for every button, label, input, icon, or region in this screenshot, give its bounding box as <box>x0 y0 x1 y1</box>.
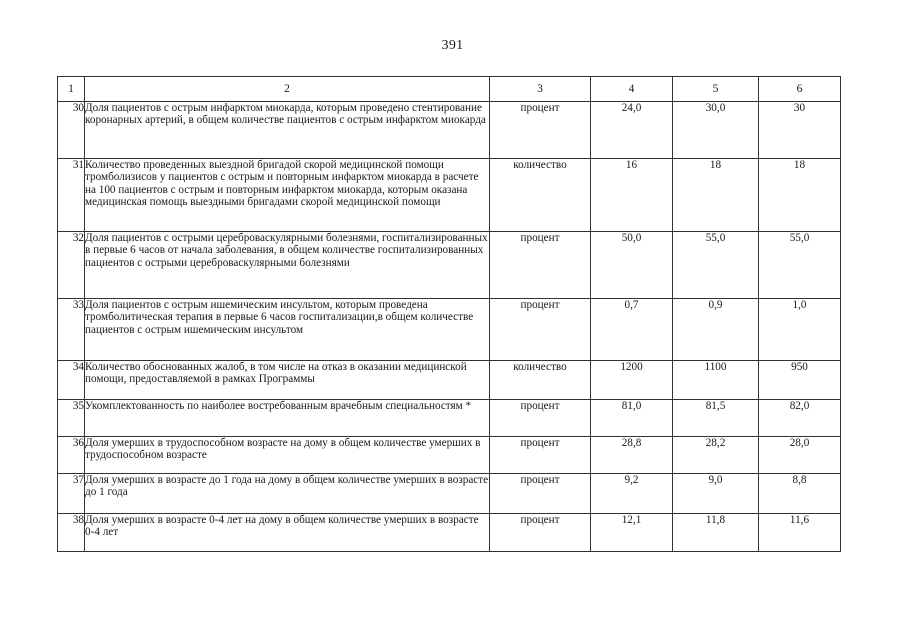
page-number: 391 <box>441 38 464 53</box>
value-col-6: 1,0 <box>759 299 841 361</box>
column-header-4: 4 <box>591 77 673 102</box>
unit-of-measure: количество <box>490 361 591 400</box>
value-col-5: 55,0 <box>673 232 759 299</box>
value-col-6: 11,6 <box>759 514 841 552</box>
column-header-3: 3 <box>490 77 591 102</box>
unit-of-measure: процент <box>490 437 591 474</box>
row-number: 31 <box>58 159 85 232</box>
value-col-5: 28,2 <box>673 437 759 474</box>
table-row <box>58 514 841 552</box>
indicator-name: Укомплектованность по наиболее востребованным врачебным специальностям * <box>85 400 490 437</box>
unit-of-measure: процент <box>490 299 591 361</box>
indicators-table <box>57 76 841 552</box>
value-col-4: 81,0 <box>591 400 673 437</box>
unit-of-measure: процент <box>490 232 591 299</box>
row-number: 38 <box>58 514 85 552</box>
indicator-name: Доля умерших в возрасте до 1 года на дому в общем количестве умерших в возрасте до 1 года <box>85 474 490 514</box>
indicator-name: Количество проведенных выездной бригадой скорой медицинской помощи тромболизисов у пациентов с острым и повторным инфарктом миокарда в расчете на 100 пациентов с острым и повторным инфарктом миокарда, которым оказана медицинская помощь выездными бригадами скорой медицинской помощи <box>85 159 490 232</box>
value-col-5: 81,5 <box>673 400 759 437</box>
table-header-row <box>58 77 841 102</box>
column-header-5: 5 <box>673 77 759 102</box>
column-header-1: 1 <box>58 77 85 102</box>
row-number: 37 <box>58 474 85 514</box>
table-row <box>58 299 841 361</box>
value-col-5: 30,0 <box>673 102 759 159</box>
value-col-5: 18 <box>673 159 759 232</box>
value-col-4: 16 <box>591 159 673 232</box>
value-col-6: 18 <box>759 159 841 232</box>
table-row <box>58 474 841 514</box>
value-col-6: 8,8 <box>759 474 841 514</box>
row-number: 33 <box>58 299 85 361</box>
table-row <box>58 361 841 400</box>
column-header-6: 6 <box>759 77 841 102</box>
table-row <box>58 437 841 474</box>
row-number: 34 <box>58 361 85 400</box>
unit-of-measure: процент <box>490 474 591 514</box>
unit-of-measure: процент <box>490 400 591 437</box>
value-col-5: 0,9 <box>673 299 759 361</box>
value-col-4: 9,2 <box>591 474 673 514</box>
unit-of-measure: процент <box>490 102 591 159</box>
table-row <box>58 400 841 437</box>
indicator-name: Доля умерших в возрасте 0-4 лет на дому в общем количестве умерших в возрасте 0-4 лет <box>85 514 490 552</box>
value-col-5: 11,8 <box>673 514 759 552</box>
value-col-4: 50,0 <box>591 232 673 299</box>
column-header-2: 2 <box>85 77 490 102</box>
value-col-5: 9,0 <box>673 474 759 514</box>
value-col-4: 12,1 <box>591 514 673 552</box>
value-col-4: 24,0 <box>591 102 673 159</box>
row-number: 35 <box>58 400 85 437</box>
table-row <box>58 159 841 232</box>
indicator-name: Доля пациентов с острым инфарктом миокарда, которым проведено стентирование коронарных артерий, в общем количестве пациентов с острым инфарктом миокарда <box>85 102 490 159</box>
unit-of-measure: процент <box>490 514 591 552</box>
value-col-6: 30 <box>759 102 841 159</box>
row-number: 36 <box>58 437 85 474</box>
indicator-name: Доля пациентов с острым ишемическим инсультом, которым проведена тромболитическая терапия в первые 6 часов госпитализации,в общем количестве пациентов с острым ишемическим инсультом <box>85 299 490 361</box>
value-col-6: 82,0 <box>759 400 841 437</box>
value-col-4: 28,8 <box>591 437 673 474</box>
value-col-4: 1200 <box>591 361 673 400</box>
table-row <box>58 232 841 299</box>
unit-of-measure: количество <box>490 159 591 232</box>
row-number: 32 <box>58 232 85 299</box>
value-col-6: 28,0 <box>759 437 841 474</box>
indicator-name: Доля пациентов с острыми цереброваскулярными болезнями, госпитализированных в первые 6 часов от начала заболевания, в общем количестве госпитализированных пациентов с острыми цереброваскулярными болезнями <box>85 232 490 299</box>
indicator-name: Количество обоснованных жалоб, в том числе на отказ в оказании медицинской помощи, предоставляемой в рамках Программы <box>85 361 490 400</box>
value-col-4: 0,7 <box>591 299 673 361</box>
value-col-6: 950 <box>759 361 841 400</box>
value-col-6: 55,0 <box>759 232 841 299</box>
row-number: 30 <box>58 102 85 159</box>
indicator-name: Доля умерших в трудоспособном возрасте на дому в общем количестве умерших в трудоспособном возрасте <box>85 437 490 474</box>
table-row <box>58 102 841 159</box>
value-col-5: 1100 <box>673 361 759 400</box>
